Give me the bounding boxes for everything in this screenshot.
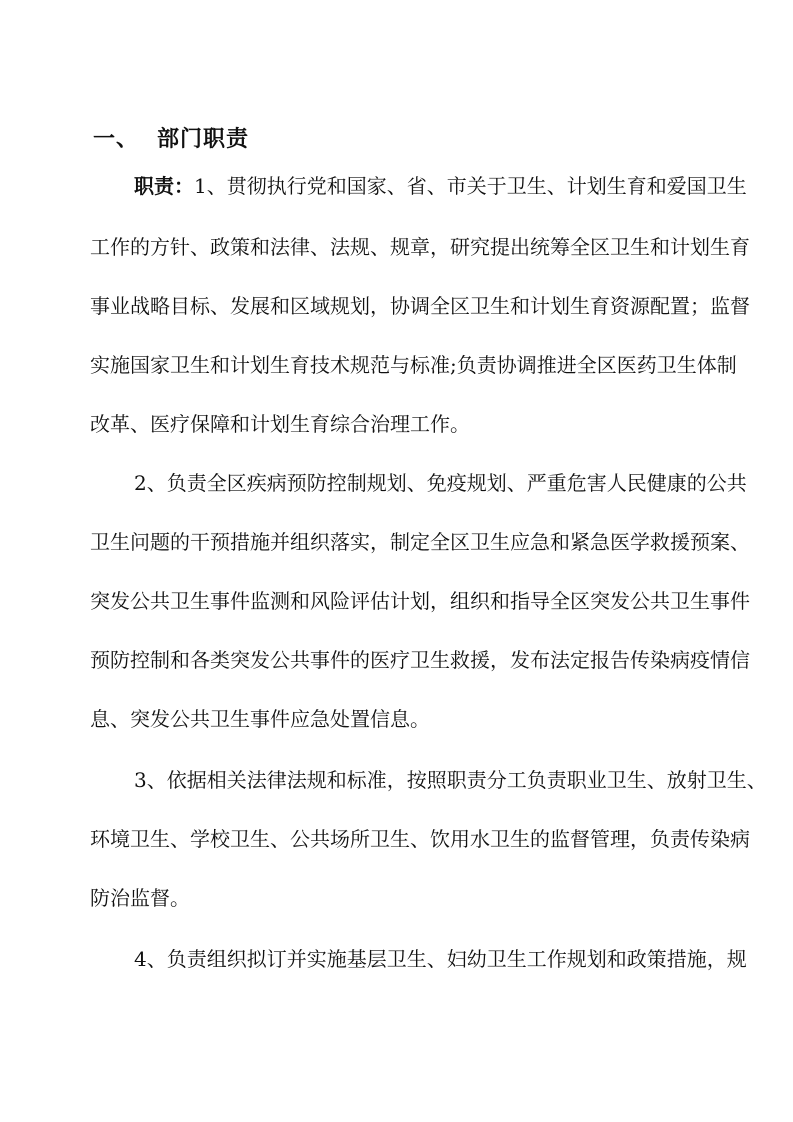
paragraph-2-line-4: 预防控制和各类突发公共事件的医疗卫生救援，发布法定报告传染病疫情信 <box>90 648 750 672</box>
paragraph-1-line-3: 事业战略目标、发展和区域规划，协调全区卫生和计划生育资源配置；监督 <box>90 294 750 318</box>
paragraph-1-line-4: 实施国家卫生和计划生育技术规范与标准;负责协调推进全区医药卫生体制 <box>90 353 737 377</box>
paragraph-2-line-1: 2、负责全区疾病预防控制规划、免疫规划、严重危害人民健康的公共 <box>134 471 747 495</box>
section-title: 部门职责 <box>157 127 250 152</box>
paragraph-3-line-2: 环境卫生、学校卫生、公共场所卫生、饮用水卫生的监督管理，负责传染病 <box>90 827 750 851</box>
paragraph-1-line-1 <box>134 172 747 200</box>
paragraph-3-line-1: 3、依据相关法律法规和标准，按照职责分工负责职业卫生、放射卫生、 <box>134 768 767 792</box>
section-number: 一、 <box>93 127 140 152</box>
paragraph-4-line-1: 4、负责组织拟订并实施基层卫生、妇幼卫生工作规划和政策措施，规 <box>134 947 747 971</box>
paragraph-3-line-3: 防治监督。 <box>90 886 190 910</box>
duties-label: 职责： <box>134 174 194 198</box>
section-heading <box>93 122 249 153</box>
paragraph-2-line-3: 突发公共卫生事件监测和风险评估计划，组织和指导全区突发公共卫生事件 <box>90 589 750 613</box>
paragraph-1-line-5: 改革、医疗保障和计划生育综合治理工作。 <box>90 412 470 436</box>
paragraph-2-line-2: 卫生问题的干预措施并组织落实，制定全区卫生应急和紧急医学救援预案、 <box>90 530 750 554</box>
paragraph-1-line-1-text: 1、贯彻执行党和国家、省、市关于卫生、计划生育和爱国卫生 <box>194 174 747 198</box>
paragraph-1-line-2: 工作的方针、政策和法律、法规、规章，研究提出统筹全区卫生和计划生育 <box>90 235 750 259</box>
paragraph-2-line-5: 息、突发公共卫生事件应急处置信息。 <box>90 707 430 731</box>
